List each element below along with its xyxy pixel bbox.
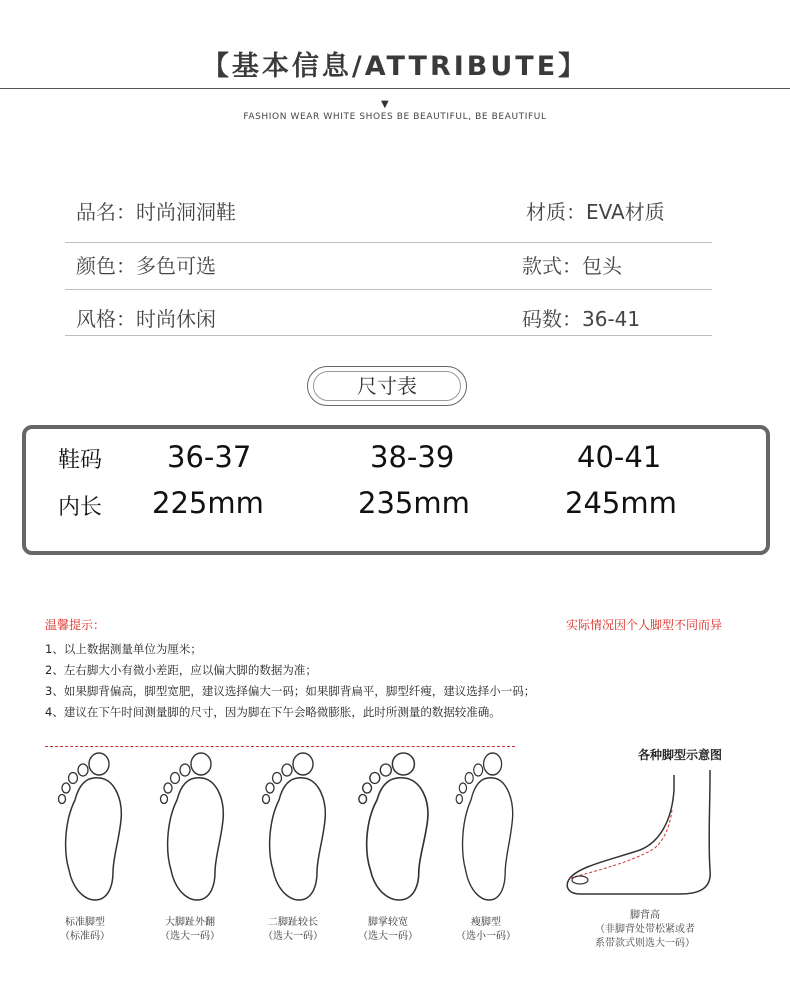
attr-divider xyxy=(65,242,712,243)
tips-title: 温馨提示： xyxy=(45,618,106,632)
tip-item: 3、如果脚背偏高，脚型宽肥，建议选择偏大一码；如果脚背扁平，脚型纤瘦，建议选择小一码； xyxy=(45,684,536,698)
header-divider xyxy=(0,88,790,89)
foot-type-name: 标准脚型 xyxy=(65,917,105,928)
foot-type-advice: （选小一码） xyxy=(456,931,516,942)
foot-type-advice: （选大一码） xyxy=(160,931,220,942)
foot-type-advice: （标准码） xyxy=(60,931,110,942)
size-row-header: 鞋码 xyxy=(58,448,103,473)
high-instep-foot-icon xyxy=(560,770,740,900)
attr-divider xyxy=(65,289,712,290)
page-title: 【基本信息/ATTRIBUTE】 xyxy=(201,51,589,82)
size-chart-button[interactable] xyxy=(307,366,467,406)
tips-note: 实际情况因个人脚型不同而异 xyxy=(566,618,723,632)
tip-item: 2、左右脚大小有微小差距，应以偏大脚的数据为准； xyxy=(45,663,317,677)
triangle-down-icon: ▼ xyxy=(381,99,389,110)
tip-item: 4、建议在下午时间测量脚的尺寸，因为脚在下午会略微膨胀，此时所测量的数据较准确。 xyxy=(45,705,501,719)
diagram-caption: 脚背高 xyxy=(630,910,660,921)
size-cell: 36-37 xyxy=(167,440,252,474)
foot-type-name: 脚掌较宽 xyxy=(368,917,408,928)
foot-icon xyxy=(456,753,513,900)
foot-type-advice: （选大一码） xyxy=(358,931,418,942)
attr-style: 风格：时尚休闲 xyxy=(76,307,216,331)
foot-type-name: 大脚趾外翻 xyxy=(165,917,215,928)
length-cell: 235mm xyxy=(358,486,470,520)
attr-size-range: 码数：36-41 xyxy=(522,307,641,331)
foot-type-name: 瘦脚型 xyxy=(471,917,501,928)
foot-icon xyxy=(161,753,224,900)
size-cell: 40-41 xyxy=(577,440,662,474)
tip-item: 1、以上数据测量单位为厘米； xyxy=(45,642,202,656)
page-subtitle: FASHION WEAR WHITE SHOES BE BEAUTIFUL, BE BEAUTIFUL xyxy=(243,112,547,122)
attr-divider xyxy=(65,335,712,336)
foot-icon xyxy=(263,753,326,900)
diagram-caption: （非脚背处带松紧或者 xyxy=(595,924,695,935)
foot-type-name: 二脚趾较长 xyxy=(268,917,318,928)
length-row-header: 内长 xyxy=(58,495,103,520)
foot-types-illustration xyxy=(45,736,525,906)
foot-type-advice: （选大一码） xyxy=(263,931,323,942)
size-chart-button-label: 尺寸表 xyxy=(357,374,417,398)
attr-color: 颜色：多色可选 xyxy=(76,254,216,278)
length-cell: 245mm xyxy=(565,486,677,520)
diagram-title: 各种脚型示意图 xyxy=(638,748,723,762)
attr-material: 材质：EVA材质 xyxy=(526,200,665,224)
foot-icon xyxy=(359,753,428,900)
attr-product-name: 品名：时尚洞洞鞋 xyxy=(76,200,236,224)
attr-style-type: 款式：包头 xyxy=(522,254,622,278)
length-cell: 225mm xyxy=(152,486,264,520)
diagram-caption: 系带款式则选大一码） xyxy=(595,938,695,949)
size-cell: 38-39 xyxy=(370,440,455,474)
foot-icon xyxy=(59,753,122,900)
